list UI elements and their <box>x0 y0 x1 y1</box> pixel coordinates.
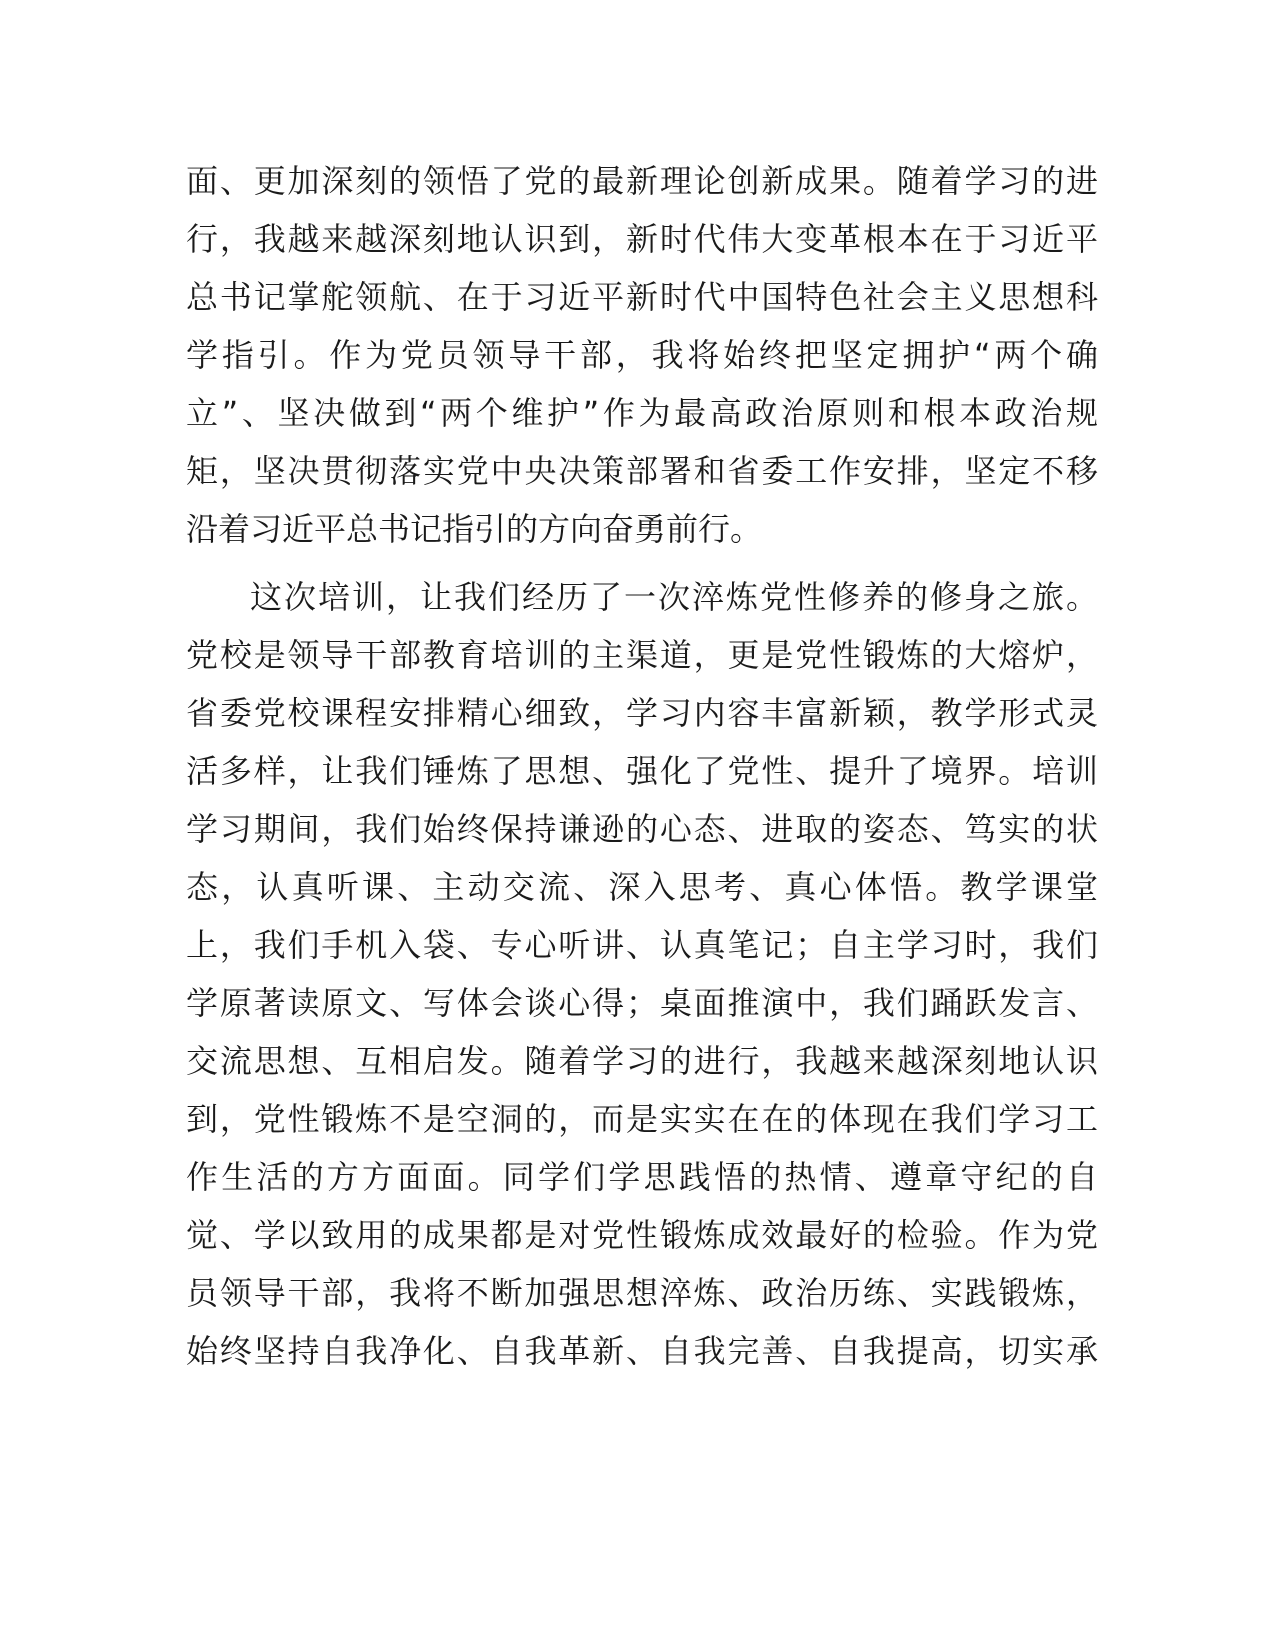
text-line: 作生活的方方面面。同学们学思践悟的热情、遵章守纪的自 <box>186 1158 1098 1196</box>
text-line: 学原著读原文、写体会谈心得；桌面推演中，我们踊跃发言、 <box>186 984 1098 1022</box>
text-line: 觉、学以致用的成果都是对党性锻炼成效最好的检验。作为党 <box>186 1216 1098 1254</box>
paragraph-1 <box>186 152 1098 558</box>
text-line: 上，我们手机入袋、专心听讲、认真笔记；自主学习时，我们 <box>186 926 1098 964</box>
text-line: 到，党性锻炼不是空洞的，而是实实在在的体现在我们学习工 <box>186 1100 1098 1138</box>
text-line: 活多样，让我们锤炼了思想、强化了党性、提升了境界。培训 <box>186 752 1098 790</box>
text-line: 矩，坚决贯彻落实党中央决策部署和省委工作安排，坚定不移 <box>186 452 1098 490</box>
text-line: 这次培训，让我们经历了一次淬炼党性修养的修身之旅。 <box>250 578 1098 616</box>
text-line: 省委党校课程安排精心细致，学习内容丰富新颖，教学形式灵 <box>186 694 1098 732</box>
text-line: 员领导干部，我将不断加强思想淬炼、政治历练、实践锻炼， <box>186 1274 1098 1312</box>
paragraph-spacer <box>186 558 1098 568</box>
text-line: 始终坚持自我净化、自我革新、自我完善、自我提高，切实承 <box>186 1332 1098 1370</box>
paragraph-2 <box>186 568 1098 1380</box>
text-line: 态，认真听课、主动交流、深入思考、真心体悟。教学课堂 <box>186 868 1098 906</box>
text-line: 交流思想、互相启发。随着学习的进行，我越来越深刻地认识 <box>186 1042 1098 1080</box>
text-line: 立”、坚决做到“两个维护”作为最高政治原则和根本政治规 <box>186 394 1098 432</box>
text-line: 学指引。作为党员领导干部，我将始终把坚定拥护“两个确 <box>186 336 1098 374</box>
body-text <box>186 152 1098 1380</box>
text-line: 党校是领导干部教育培训的主渠道，更是党性锻炼的大熔炉， <box>186 636 1098 674</box>
text-line: 沿着习近平总书记指引的方向奋勇前行。 <box>186 510 763 548</box>
text-line: 总书记掌舵领航、在于习近平新时代中国特色社会主义思想科 <box>186 278 1098 316</box>
text-line: 面、更加深刻的领悟了党的最新理论创新成果。随着学习的进 <box>186 162 1098 200</box>
text-line: 学习期间，我们始终保持谦逊的心态、进取的姿态、笃实的状 <box>186 810 1098 848</box>
text-line: 行，我越来越深刻地认识到，新时代伟大变革根本在于习近平 <box>186 220 1098 258</box>
